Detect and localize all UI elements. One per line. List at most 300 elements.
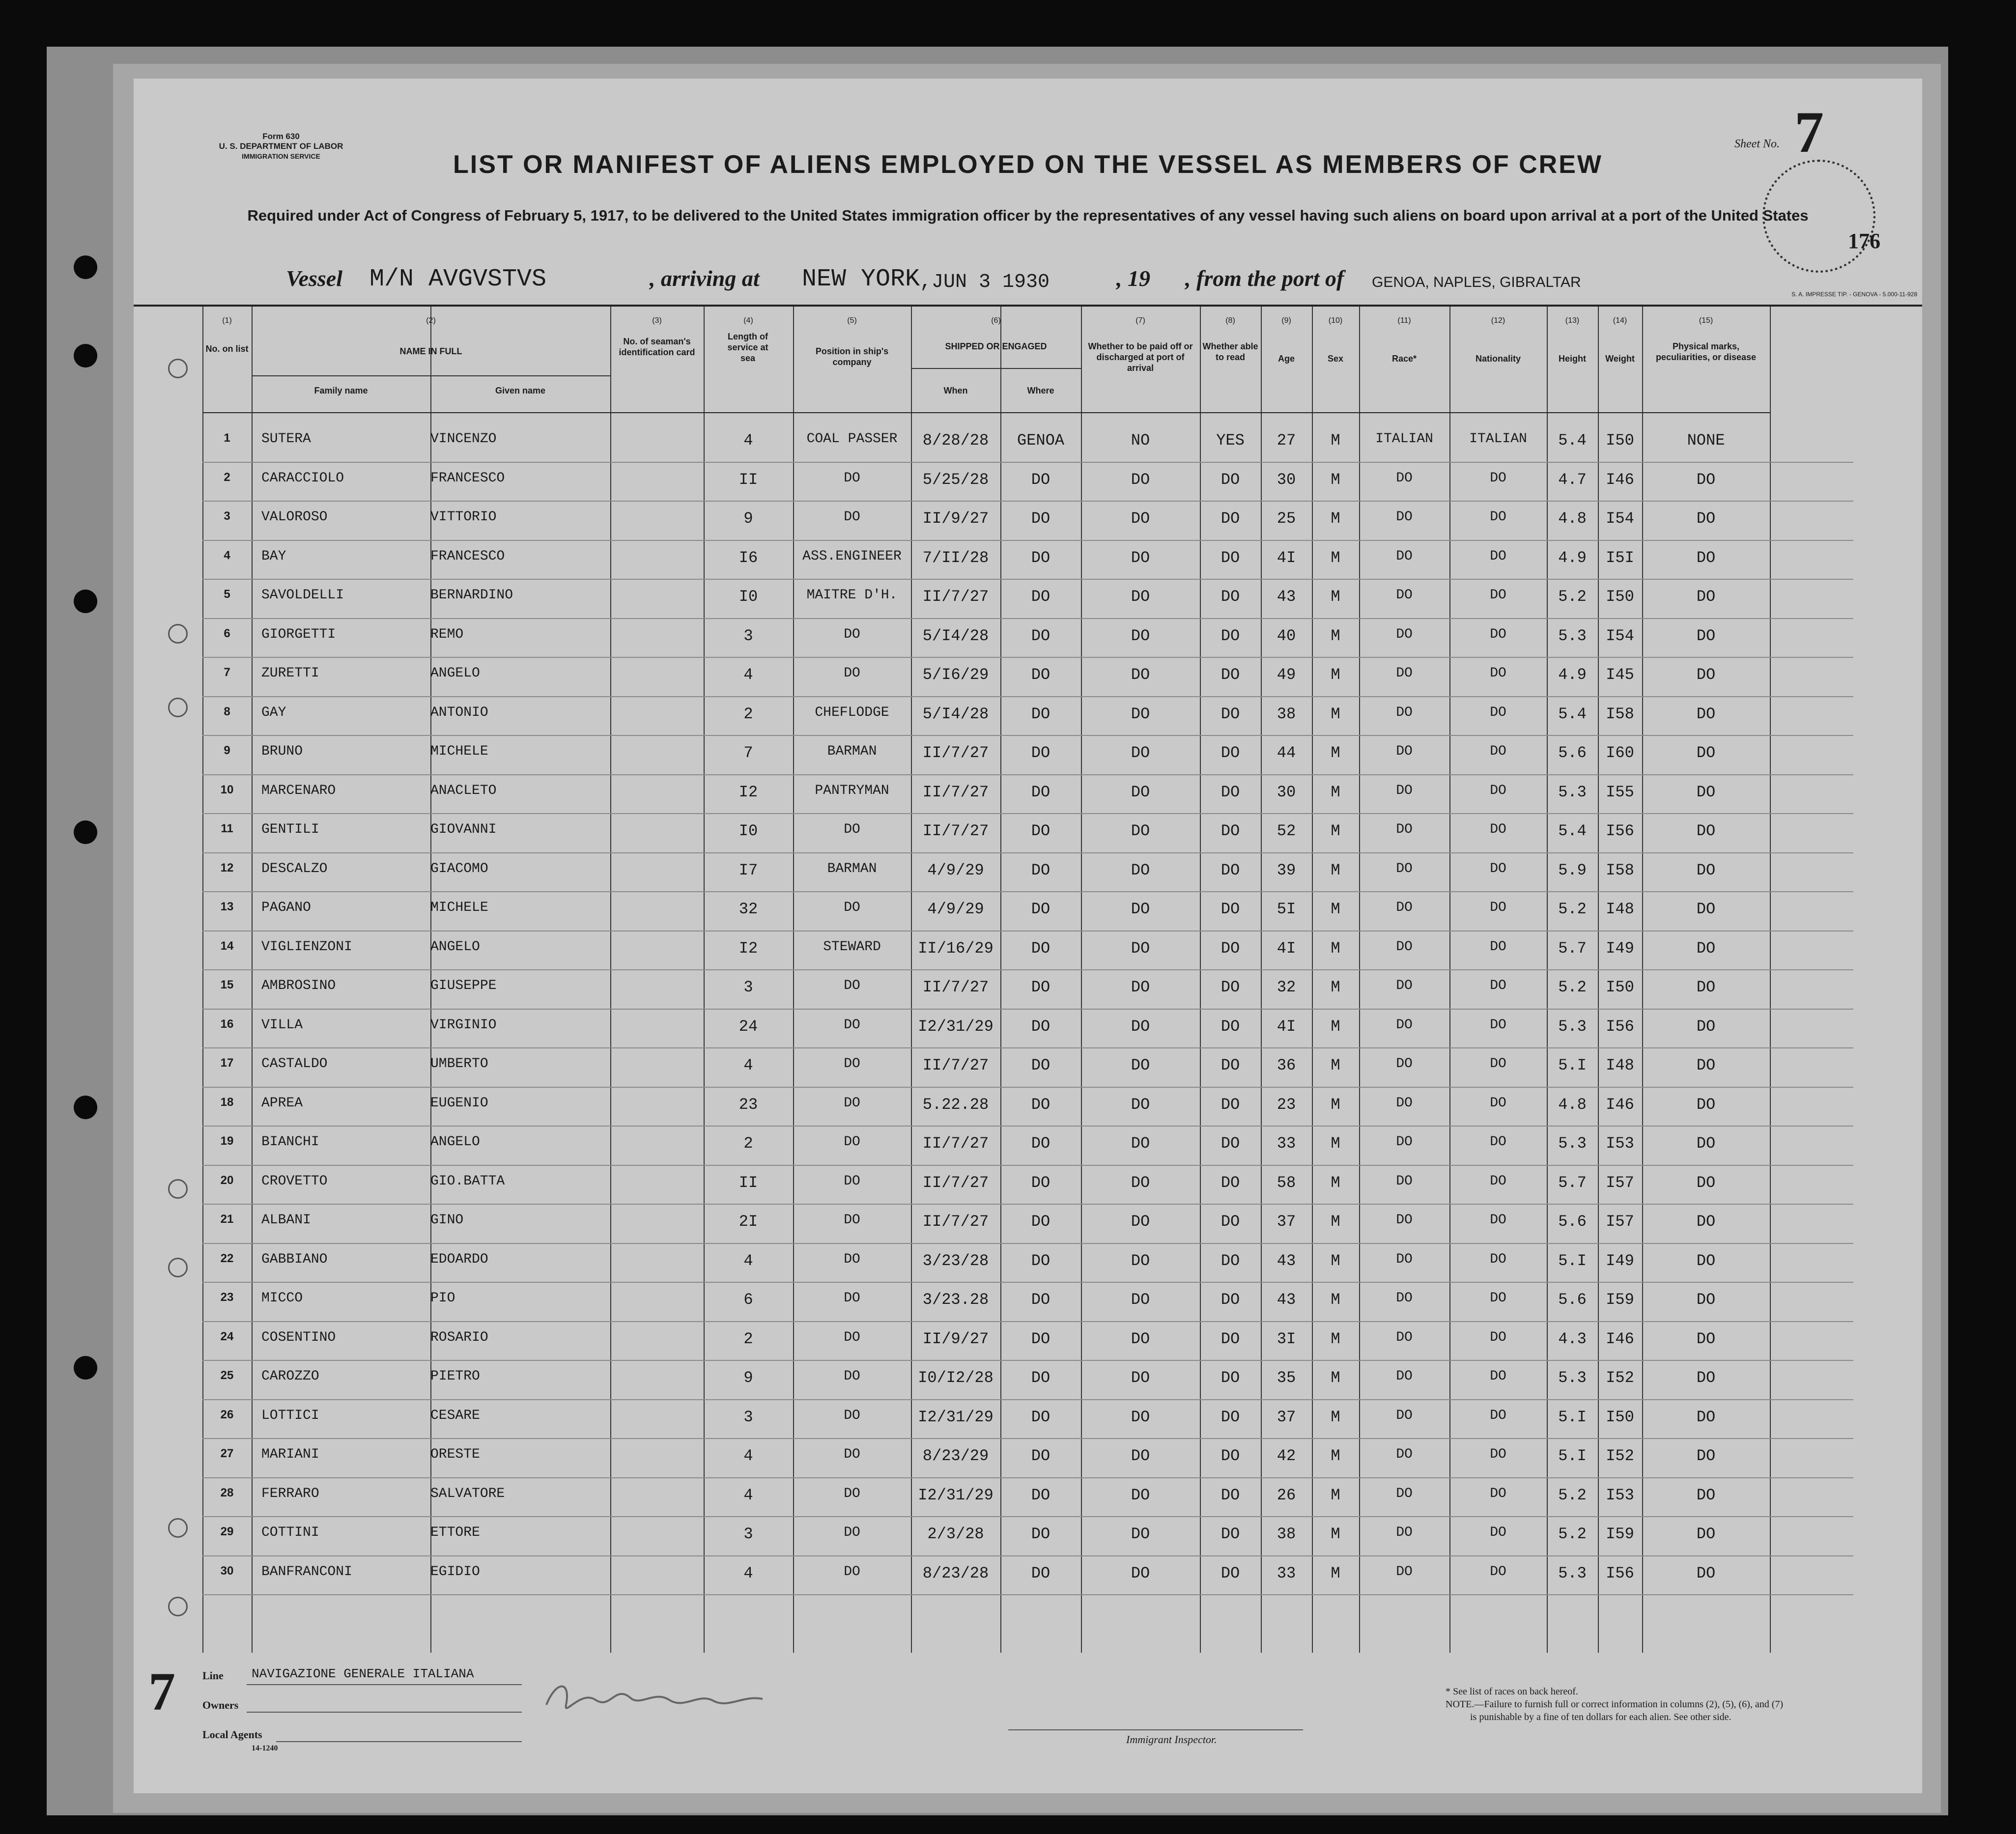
cell-row-number: 21: [220, 1213, 234, 1226]
cell-paid-off: DO: [1131, 588, 1150, 606]
cell-service-length: 4: [743, 1486, 753, 1504]
cell-given-name: ANGELO: [430, 939, 480, 955]
cell-position: DO: [844, 1564, 860, 1580]
cell-paid-off: DO: [1131, 470, 1150, 489]
cell-age: 44: [1277, 744, 1296, 762]
table-row: [134, 698, 1922, 737]
cell-shipped-when: II/9/27: [922, 1329, 989, 1348]
table-row: [134, 424, 1922, 464]
cell-able-to-read: DO: [1221, 1408, 1240, 1426]
cell-paid-off: DO: [1131, 978, 1150, 996]
cell-height: 5.3: [1558, 1564, 1587, 1582]
cell-position: BARMAN: [827, 744, 877, 759]
cell-age: 4I: [1277, 939, 1296, 958]
cell-service-length: 4: [743, 1251, 753, 1270]
cell-sex: M: [1331, 939, 1340, 958]
cell-race: DO: [1396, 1369, 1413, 1384]
table-row: [134, 1245, 1922, 1284]
cell-shipped-when: II/16/29: [918, 939, 994, 958]
cell-row-number: 12: [220, 861, 234, 875]
cell-physical-marks: DO: [1696, 1447, 1716, 1465]
cell-height: 5.2: [1558, 1525, 1587, 1543]
cell-nationality: DO: [1490, 1525, 1506, 1540]
cell-family-name: COSENTINO: [261, 1329, 336, 1345]
cell-row-number: 18: [220, 1095, 234, 1109]
line-label: Line: [202, 1669, 224, 1682]
cell-able-to-read: DO: [1221, 548, 1240, 567]
cell-shipped-when: 8/23/28: [922, 1564, 989, 1582]
cell-paid-off: DO: [1131, 744, 1150, 762]
cell-age: 35: [1277, 1369, 1296, 1387]
cell-family-name: COTTINI: [261, 1525, 319, 1540]
cell-paid-off: DO: [1131, 1134, 1150, 1153]
cell-age: 27: [1277, 431, 1296, 450]
cell-race: DO: [1396, 1213, 1413, 1228]
cell-given-name: ANGELO: [430, 1134, 480, 1150]
cell-sex: M: [1331, 1173, 1340, 1192]
cell-race: DO: [1396, 509, 1413, 525]
cell-paid-off: DO: [1131, 1447, 1150, 1465]
cell-physical-marks: DO: [1696, 1369, 1716, 1387]
cell-position: DO: [844, 1329, 860, 1345]
cell-weight: I52: [1606, 1447, 1634, 1465]
binder-hole: [74, 255, 97, 279]
cell-position: DO: [844, 509, 860, 525]
cell-race: DO: [1396, 1447, 1413, 1462]
binder-hole: [74, 1356, 97, 1380]
binder-hole: [74, 590, 97, 613]
cell-service-length: I2: [738, 783, 758, 801]
cell-able-to-read: DO: [1221, 1017, 1240, 1036]
cell-position: COAL PASSER: [806, 431, 898, 447]
cell-able-to-read: DO: [1221, 470, 1240, 489]
cell-sex: M: [1331, 900, 1340, 918]
cell-given-name: ROSARIO: [430, 1329, 488, 1345]
table-row: [134, 1362, 1922, 1401]
cell-shipped-when: II/7/27: [922, 1134, 989, 1153]
col-header-marks: Physical marks, peculiarities, or disease: [1655, 341, 1757, 362]
cell-weight: I52: [1606, 1369, 1634, 1387]
table-row: [134, 1440, 1922, 1479]
cell-physical-marks: DO: [1696, 626, 1716, 645]
cell-sex: M: [1331, 861, 1340, 879]
cell-shipped-when: 5/I4/28: [922, 626, 989, 645]
cell-height: 5.2: [1558, 1486, 1587, 1504]
cell-row-number: 20: [220, 1173, 234, 1187]
cell-family-name: APREA: [261, 1095, 303, 1111]
cell-able-to-read: DO: [1221, 1525, 1240, 1543]
stamp-number: 176: [1848, 229, 1880, 253]
cell-height: 5.2: [1558, 978, 1587, 996]
cell-nationality: DO: [1490, 978, 1506, 993]
cell-shipped-when: 3/23/28: [922, 1251, 989, 1270]
cell-family-name: FERRARO: [261, 1486, 319, 1501]
line-value: NAVIGAZIONE GENERALE ITALIANA: [252, 1666, 474, 1681]
cell-sex: M: [1331, 626, 1340, 645]
cell-age: 43: [1277, 588, 1296, 606]
cell-given-name: REMO: [430, 626, 464, 642]
cell-shipped-where: DO: [1031, 900, 1051, 918]
cell-able-to-read: DO: [1221, 861, 1240, 879]
cell-position: DO: [844, 822, 860, 837]
cell-sex: M: [1331, 1291, 1340, 1309]
cell-position: MAITRE D'H.: [806, 588, 898, 603]
cell-given-name: ETTORE: [430, 1525, 480, 1540]
cell-height: 5.3: [1558, 1369, 1587, 1387]
cell-position: DO: [844, 666, 860, 681]
page-title: LIST OR MANIFEST OF ALIENS EMPLOYED ON THE VESSEL AS MEMBERS OF CREW: [453, 150, 1603, 179]
cell-row-number: 27: [220, 1447, 234, 1460]
cell-row-number: 1: [224, 431, 230, 445]
cell-given-name: FRANCESCO: [430, 470, 505, 486]
cell-position: DO: [844, 1056, 860, 1072]
vessel-name: M/N AVGVSTVS: [369, 265, 547, 293]
cell-paid-off: DO: [1131, 783, 1150, 801]
cell-able-to-read: YES: [1216, 431, 1245, 450]
cell-paid-off: DO: [1131, 1095, 1150, 1114]
arrival-date: ,JUN 3 1930: [920, 271, 1050, 293]
cell-row-number: 3: [224, 509, 230, 523]
cell-row-number: 4: [224, 548, 230, 562]
year-label: , 19: [1116, 266, 1150, 291]
vessel-label: Vessel: [286, 266, 342, 291]
cell-race: DO: [1396, 1173, 1413, 1189]
cell-physical-marks: DO: [1696, 1213, 1716, 1231]
table-row: [134, 1128, 1922, 1167]
cell-sex: M: [1331, 1251, 1340, 1270]
cell-age: 3I: [1277, 1329, 1296, 1348]
cell-shipped-when: II/7/27: [922, 1213, 989, 1231]
cell-row-number: 9: [224, 744, 230, 757]
cell-weight: I53: [1606, 1134, 1634, 1153]
cell-shipped-where: DO: [1031, 1447, 1051, 1465]
cell-given-name: BERNARDINO: [430, 588, 513, 603]
cell-age: 26: [1277, 1486, 1296, 1504]
cell-position: DO: [844, 1213, 860, 1228]
cell-given-name: VIRGINIO: [430, 1017, 497, 1033]
cell-paid-off: DO: [1131, 1291, 1150, 1309]
cell-sex: M: [1331, 470, 1340, 489]
cell-race: DO: [1396, 1017, 1413, 1033]
cell-row-number: 17: [220, 1056, 234, 1070]
col-num: (14): [1613, 316, 1627, 325]
cell-row-number: 14: [220, 939, 234, 953]
cell-service-length: 3: [743, 626, 753, 645]
cell-race: DO: [1396, 861, 1413, 876]
col-header-card: No. of seaman's identification card: [619, 337, 695, 357]
cell-race: DO: [1396, 626, 1413, 642]
cell-family-name: GENTILI: [261, 822, 319, 837]
cell-family-name: MARIANI: [261, 1447, 319, 1462]
cell-position: BARMAN: [827, 861, 877, 876]
cell-physical-marks: DO: [1696, 588, 1716, 606]
cell-height: 4.7: [1558, 470, 1587, 489]
table-row: [134, 932, 1922, 972]
from-label: , from the port of: [1185, 266, 1344, 291]
cell-shipped-where: DO: [1031, 1369, 1051, 1387]
cell-nationality: DO: [1490, 1213, 1506, 1228]
cell-position: DO: [844, 1525, 860, 1540]
cell-shipped-where: DO: [1031, 861, 1051, 879]
cell-sex: M: [1331, 1056, 1340, 1074]
cell-able-to-read: DO: [1221, 1486, 1240, 1504]
cell-age: 43: [1277, 1251, 1296, 1270]
cell-shipped-when: 8/23/29: [922, 1447, 989, 1465]
cell-service-length: I2: [738, 939, 758, 958]
cell-physical-marks: DO: [1696, 705, 1716, 723]
cell-shipped-when: II/7/27: [922, 744, 989, 762]
cell-weight: I46: [1606, 1095, 1634, 1114]
cell-height: 5.6: [1558, 1213, 1587, 1231]
cell-physical-marks: DO: [1696, 1173, 1716, 1192]
inspector-label: Immigrant Inspector.: [1126, 1733, 1217, 1746]
cell-shipped-when: 3/23.28: [922, 1291, 989, 1309]
cell-nationality: DO: [1490, 783, 1506, 798]
col-num: (15): [1699, 316, 1713, 325]
cell-given-name: ANTONIO: [430, 705, 488, 720]
cell-paid-off: DO: [1131, 1213, 1150, 1231]
cell-nationality: DO: [1490, 705, 1506, 720]
cell-age: 25: [1277, 509, 1296, 528]
cell-shipped-where: DO: [1031, 1213, 1051, 1231]
cell-sex: M: [1331, 1486, 1340, 1504]
col-header-service: Length of service at sea: [727, 332, 768, 363]
footnote-races: * See list of races on back hereof.: [1446, 1686, 1578, 1697]
cell-height: 4.9: [1558, 548, 1587, 567]
cell-nationality: DO: [1490, 666, 1506, 681]
cell-physical-marks: DO: [1696, 509, 1716, 528]
cell-sex: M: [1331, 1095, 1340, 1114]
cell-family-name: VILLA: [261, 1017, 303, 1033]
cell-service-length: 9: [743, 1369, 753, 1387]
cell-given-name: ORESTE: [430, 1447, 480, 1462]
cell-weight: I60: [1606, 744, 1634, 762]
cell-shipped-where: DO: [1031, 978, 1051, 996]
cell-age: 39: [1277, 861, 1296, 879]
cell-shipped-where: DO: [1031, 1329, 1051, 1348]
arrival-port: NEW YORK: [802, 265, 920, 293]
cell-position: DO: [844, 1291, 860, 1306]
cell-physical-marks: DO: [1696, 1486, 1716, 1504]
cell-age: 37: [1277, 1213, 1296, 1231]
seal-stamp: [1762, 160, 1875, 273]
cell-weight: I45: [1606, 666, 1634, 684]
cell-physical-marks: DO: [1696, 1329, 1716, 1348]
cell-shipped-where: DO: [1031, 783, 1051, 801]
table-row: [134, 893, 1922, 932]
cell-height: 5.3: [1558, 626, 1587, 645]
table-row: [134, 1557, 1922, 1597]
cell-position: DO: [844, 978, 860, 993]
cell-position: DO: [844, 1408, 860, 1423]
cell-family-name: MARCENARO: [261, 783, 336, 798]
cell-race: DO: [1396, 470, 1413, 486]
cell-family-name: GABBIANO: [261, 1251, 328, 1267]
cell-given-name: GIACOMO: [430, 861, 488, 876]
cell-age: 4I: [1277, 1017, 1296, 1036]
cell-race: DO: [1396, 1251, 1413, 1267]
cell-given-name: SALVATORE: [430, 1486, 505, 1501]
cell-position: DO: [844, 900, 860, 915]
cell-weight: I49: [1606, 1251, 1634, 1270]
cell-row-number: 23: [220, 1291, 234, 1304]
cell-weight: I56: [1606, 1564, 1634, 1582]
cell-shipped-when: 5/I6/29: [922, 666, 989, 684]
cell-position: DO: [844, 1369, 860, 1384]
cell-service-length: 4: [743, 1447, 753, 1465]
cell-shipped-where: DO: [1031, 1486, 1051, 1504]
col-num: (4): [743, 316, 753, 325]
cell-shipped-where: DO: [1031, 1525, 1051, 1543]
cell-given-name: EDOARDO: [430, 1251, 488, 1267]
cell-shipped-where: DO: [1031, 1173, 1051, 1192]
cell-race: DO: [1396, 1329, 1413, 1345]
cell-family-name: MICCO: [261, 1291, 303, 1306]
cell-height: 5.4: [1558, 822, 1587, 840]
cell-race: DO: [1396, 939, 1413, 955]
cell-weight: I58: [1606, 705, 1634, 723]
cell-height: 5.3: [1558, 1134, 1587, 1153]
cell-given-name: ANGELO: [430, 666, 480, 681]
cell-able-to-read: DO: [1221, 1564, 1240, 1582]
cell-weight: I5I: [1606, 548, 1634, 567]
cell-sex: M: [1331, 509, 1340, 528]
cell-shipped-when: II/7/27: [922, 978, 989, 996]
table-row: [134, 1011, 1922, 1050]
cell-able-to-read: DO: [1221, 1213, 1240, 1231]
manifest-table: [134, 305, 1922, 1653]
cell-age: 40: [1277, 626, 1296, 645]
col-header-height: Height: [1559, 354, 1586, 364]
cell-position: DO: [844, 1486, 860, 1501]
cell-nationality: DO: [1490, 1056, 1506, 1072]
cell-height: 5.9: [1558, 861, 1587, 879]
service: IMMIGRATION SERVICE: [242, 152, 320, 160]
cell-shipped-when: 5/25/28: [922, 470, 989, 489]
cell-family-name: AMBROSINO: [261, 978, 336, 993]
cell-sex: M: [1331, 548, 1340, 567]
cell-weight: I56: [1606, 1017, 1634, 1036]
cell-shipped-when: 8/28/28: [922, 431, 989, 450]
cell-weight: I57: [1606, 1173, 1634, 1192]
cell-age: 30: [1277, 783, 1296, 801]
cell-position: DO: [844, 1134, 860, 1150]
cell-row-number: 2: [224, 470, 230, 484]
cell-shipped-when: I2/31/29: [918, 1486, 994, 1504]
cell-family-name: SAVOLDELLI: [261, 588, 344, 603]
cell-service-length: 2: [743, 705, 753, 723]
cell-race: DO: [1396, 1564, 1413, 1580]
cell-given-name: UMBERTO: [430, 1056, 488, 1072]
table-row: [134, 854, 1922, 894]
cell-age: 23: [1277, 1095, 1296, 1114]
table-row: [134, 1323, 1922, 1362]
cell-height: 4.9: [1558, 666, 1587, 684]
cell-paid-off: DO: [1131, 1369, 1150, 1387]
cell-row-number: 16: [220, 1017, 234, 1031]
cell-able-to-read: DO: [1221, 1291, 1240, 1309]
cell-race: DO: [1396, 978, 1413, 993]
cell-physical-marks: DO: [1696, 939, 1716, 958]
cell-weight: I57: [1606, 1213, 1634, 1231]
cell-able-to-read: DO: [1221, 705, 1240, 723]
cell-row-number: 26: [220, 1408, 234, 1421]
cell-physical-marks: DO: [1696, 1134, 1716, 1153]
cell-able-to-read: DO: [1221, 1369, 1240, 1387]
cell-shipped-where: DO: [1031, 822, 1051, 840]
cell-sex: M: [1331, 666, 1340, 684]
sheet-mark: 7: [148, 1662, 175, 1721]
cell-weight: I55: [1606, 783, 1634, 801]
cell-sex: M: [1331, 1329, 1340, 1348]
cell-nationality: DO: [1490, 939, 1506, 955]
cell-row-number: 30: [220, 1564, 234, 1578]
cell-paid-off: DO: [1131, 548, 1150, 567]
cell-service-length: II: [738, 1173, 758, 1192]
table-row: [134, 971, 1922, 1011]
cell-shipped-where: DO: [1031, 1408, 1051, 1426]
cell-family-name: BANFRANCONI: [261, 1564, 352, 1580]
cell-position: ASS.ENGINEER: [802, 548, 902, 564]
col-header-family: Family name: [314, 386, 368, 395]
footnote-penalty-cont: is punishable by a fine of ten dollars for each alien. See other side.: [1470, 1712, 1732, 1722]
cell-weight: I58: [1606, 861, 1634, 879]
col-num: (6): [991, 316, 1001, 325]
cell-row-number: 10: [220, 783, 234, 796]
cell-family-name: CAROZZO: [261, 1369, 319, 1384]
cell-able-to-read: DO: [1221, 1329, 1240, 1348]
cell-sex: M: [1331, 822, 1340, 840]
cell-given-name: EGIDIO: [430, 1564, 480, 1580]
cell-physical-marks: DO: [1696, 1291, 1716, 1309]
cell-paid-off: DO: [1131, 1017, 1150, 1036]
col-header-shipped: SHIPPED OR ENGAGED: [945, 341, 1047, 351]
cell-height: 4.3: [1558, 1329, 1587, 1348]
cell-paid-off: DO: [1131, 666, 1150, 684]
cell-family-name: BRUNO: [261, 744, 303, 759]
col-header-name: NAME IN FULL: [399, 346, 462, 356]
cell-age: 4I: [1277, 548, 1296, 567]
cell-nationality: DO: [1490, 1173, 1506, 1189]
cell-race: DO: [1396, 744, 1413, 759]
cell-height: 5.7: [1558, 939, 1587, 958]
cell-height: 5.6: [1558, 1291, 1587, 1309]
cell-shipped-when: I2/31/29: [918, 1408, 994, 1426]
cell-paid-off: DO: [1131, 1251, 1150, 1270]
table-row: [134, 776, 1922, 816]
cell-row-number: 8: [224, 705, 230, 718]
cell-paid-off: DO: [1131, 1056, 1150, 1074]
department: U. S. DEPARTMENT OF LABOR: [219, 141, 343, 151]
from-ports: GENOA, NAPLES, GIBRALTAR: [1372, 274, 1581, 290]
table-row: [134, 1206, 1922, 1245]
table-row: [134, 1284, 1922, 1323]
cell-family-name: LOTTICI: [261, 1408, 319, 1423]
table-row: [134, 1089, 1922, 1128]
cell-weight: I48: [1606, 900, 1634, 918]
cell-shipped-when: II/7/27: [922, 1173, 989, 1192]
cell-physical-marks: DO: [1696, 1525, 1716, 1543]
cell-shipped-where: DO: [1031, 1251, 1051, 1270]
cell-nationality: DO: [1490, 861, 1506, 876]
cell-service-length: 2I: [738, 1213, 758, 1231]
col-num: (13): [1565, 316, 1580, 325]
cell-able-to-read: DO: [1221, 1056, 1240, 1074]
cell-given-name: CESARE: [430, 1408, 480, 1423]
cell-service-length: 3: [743, 1408, 753, 1426]
cell-able-to-read: DO: [1221, 900, 1240, 918]
cell-nationality: DO: [1490, 1017, 1506, 1033]
